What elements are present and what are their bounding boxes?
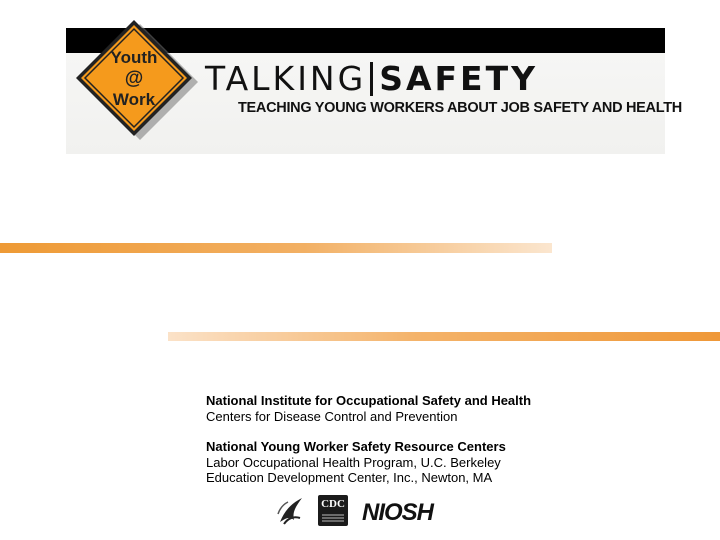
org1-name: National Institute for Occupational Safety and Health xyxy=(206,393,532,408)
org2-subtitle-2: Education Development Center, Inc., Newton, MA xyxy=(206,470,493,485)
cdc-logo-lines xyxy=(322,514,344,522)
org2-name: National Young Worker Safety Resource Centers xyxy=(206,439,506,454)
sign-line-1: Youth xyxy=(110,48,158,67)
cdc-logo-text: CDC xyxy=(321,498,345,510)
youth-at-work-sign-logo xyxy=(74,18,202,146)
orange-stripe-bottom xyxy=(168,332,720,341)
cdc-logo xyxy=(318,495,348,526)
hhs-eagle-logo xyxy=(272,494,310,528)
title-safety: SAFETY xyxy=(379,59,538,98)
orange-stripe-top xyxy=(0,243,552,253)
org1-subtitle: Centers for Disease Control and Prevention xyxy=(206,408,458,424)
title-talking: TALKING xyxy=(205,59,367,98)
banner-tagline: TEACHING YOUNG WORKERS ABOUT JOB SAFETY AND HEALTH xyxy=(238,100,682,116)
sign-line-2: @ xyxy=(124,68,144,89)
agency-logos xyxy=(272,494,462,528)
title-divider xyxy=(370,62,373,96)
niosh-logo: NIOSH xyxy=(362,499,434,526)
credits-block xyxy=(206,393,531,486)
talking-safety-title xyxy=(205,59,538,98)
sign-line-3: Work xyxy=(112,90,156,109)
org2-subtitle-1: Labor Occupational Health Program, U.C. Berkeley xyxy=(206,454,501,470)
